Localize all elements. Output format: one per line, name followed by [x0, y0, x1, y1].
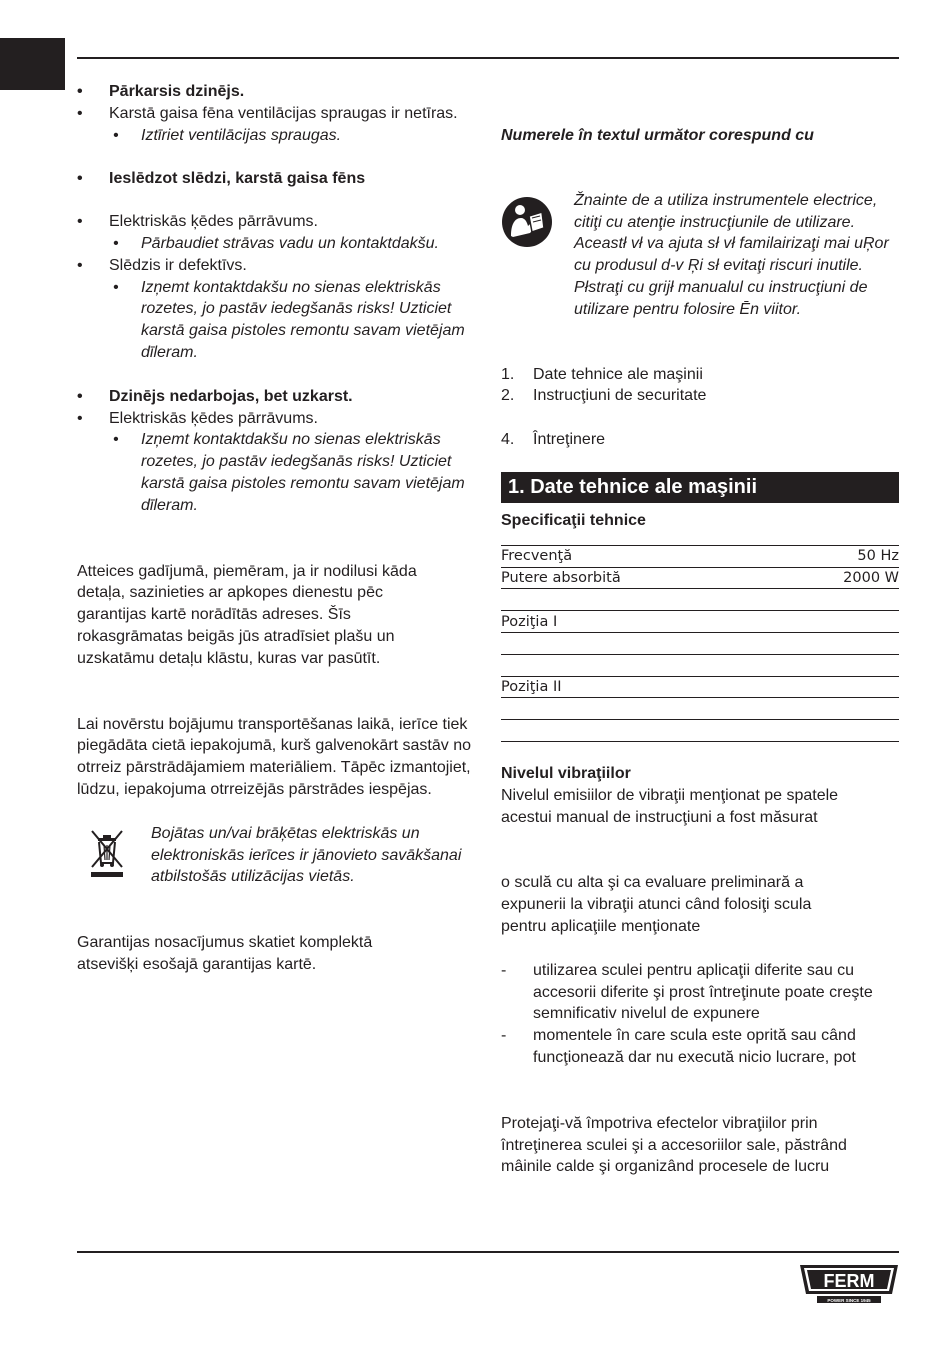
spec-table: [501, 545, 899, 742]
cable-check: • Pārbaudiet strāvas vadu un kontaktdakšu.: [113, 234, 439, 252]
transport-paragraph: Lai novērstu bojājumu transportēšanas laikā, ierīce tiek piegādāta cietā iepakojumā, kurš galvenokārt sastāv no otrreiz pārstrādājamiem materiāliem. Tāpēc izmantojiet, lūdzu, iepakojuma otrreizējās pārstrādes iespējas.: [77, 715, 472, 798]
vibration-paragraph-2: o sculă cu alta şi ca evaluare preliminară a expunerii la vibraţii atunci când folosiţi scula pentru aplicaţiile menţionate: [501, 874, 812, 935]
intro-note: Numerele în textul următor corespund cu: [501, 127, 814, 144]
section-heading: 1. Date tehnice ale maşinii: [501, 472, 899, 503]
spec-heading: Specificaţii tehnice: [501, 511, 646, 529]
toc-item-1: 1. Date tehnice ale maşinii: [501, 365, 703, 383]
motor-title: • Dzinējs nedarbojas, bet uzkarst.: [77, 387, 353, 405]
footer-rule: [77, 1251, 899, 1253]
vibration-heading: Nivelul vibraţiilor: [501, 764, 631, 782]
weee-text: Bojātas un/vai brāķētas elektriskās un elektroniskās ierīces ir jānovieto savākšanai atbilstošās utilizācijas vietās.: [151, 824, 462, 886]
manual-note-text: Žnainte de a utiliza instrumentele electrice, citiţi cu atenţie instrucţiunile de utilizare. Aceastł vł va ajuta sł vł familairizaţi mai uŖor cu produsul d-v Ŗi sł evitaţi riscuri inutile. Płstraţi cu grijł manualul cu instrucţiuni de utilizare pentru folosire Ēn viitor.: [574, 191, 889, 318]
toc-item-2: 2. Instrucţiuni de securitate: [501, 387, 707, 405]
spec-row: [501, 720, 899, 742]
ferm-logo: [799, 1262, 899, 1306]
overheat-cause: • Karstā gaisa fēna ventilācijas spraugas ir netīras.: [77, 104, 458, 122]
dash-item-1: - utilizarea sculei pentru aplicaţii diferite sau cu accesorii diferite şi prost întreţinute poate creşte semnificativ nivelul de expunere: [501, 961, 873, 1023]
switch-defect: • Slēdzis ir defektīvs.: [77, 256, 247, 274]
overheat-title: • Pārkarsis dzinējs.: [77, 83, 245, 100]
spec-row: [501, 654, 899, 676]
spec-row: Frecvenţă 50 Hz: [501, 545, 899, 567]
unplug-warning-2: • Izņemt kontaktdakšu no sienas elektriskās rozetes, jo pastāv iedegšanās risks! Uzticiet karstā gaisa pistoles remontu savam vietējam dīleram.: [113, 431, 465, 514]
spec-row: [501, 632, 899, 654]
dash-item-2: - momentele în care scula este oprită sau când funcţionează dar nu execută nicio lucrare, pot: [501, 1027, 856, 1066]
spec-row: [501, 698, 899, 720]
right-column: [501, 125, 899, 1178]
warranty-paragraph: Garantijas nosacījumus skatiet komplektā atsevišķi esošajā garantijas kartē.: [77, 934, 373, 973]
read-manual-icon: [501, 196, 553, 248]
overheat-fix: • Iztīriet ventilācijas spraugas.: [113, 126, 342, 144]
spec-row: Poziţia I: [501, 611, 899, 633]
left-column: [77, 81, 477, 976]
protect-paragraph: Protejaţi-vă împotriva efectelor vibraţiilor prin întreţinerea sculei şi a accesoriilor sale, păstrând mâinile calde şi organizând procesele de lucru: [501, 1114, 847, 1176]
cable-break-1: • Elektriskās ķēdes pārrāvums.: [77, 213, 318, 231]
manual-note: [501, 190, 899, 321]
toc-item-4: 4. Întreţinere: [501, 431, 606, 449]
vibration-paragraph-1: Nivelul emisiilor de vibraţii menţionat pe spatele acestui manual de instrucţiuni a fost măsurat: [501, 786, 839, 826]
logo-tagline-text: POWER SINCE 1945: [827, 1298, 871, 1303]
service-paragraph: Atteices gadījumā, piemēram, ja ir nodilusi kāda detaļa, sazinieties ar apkopes dienestu pēc garantijas kartē norādītās adreses. Šīs rokasgrāmatas beigās jūs atradīsiet plašu un uzskatāmu detaļu klāstu, kuras var pasūtīt.: [77, 562, 417, 667]
spec-row: Poziţia II: [501, 676, 899, 698]
crossed-bin-icon: [83, 827, 133, 879]
logo-brand-text: FERM: [823, 1271, 875, 1291]
cable-break-2: • Elektriskās ķēdes pārrāvums.: [77, 409, 318, 427]
weee-notice: [77, 823, 477, 888]
spec-row: [501, 589, 899, 611]
page-corner-tab: [0, 38, 65, 90]
unplug-warning-1: • Izņemt kontaktdakšu no sienas elektriskās rozetes, jo pastāv iedegšanās risks! Uzticiet karstā gaisa pistoles remontu savam vietējam dīleram.: [113, 278, 465, 361]
spec-row: Putere absorbită 2000 W: [501, 567, 899, 589]
header-rule: [77, 57, 899, 59]
switch-title: • Ieslēdzot slēdzi, karstā gaisa fēns: [77, 170, 366, 188]
